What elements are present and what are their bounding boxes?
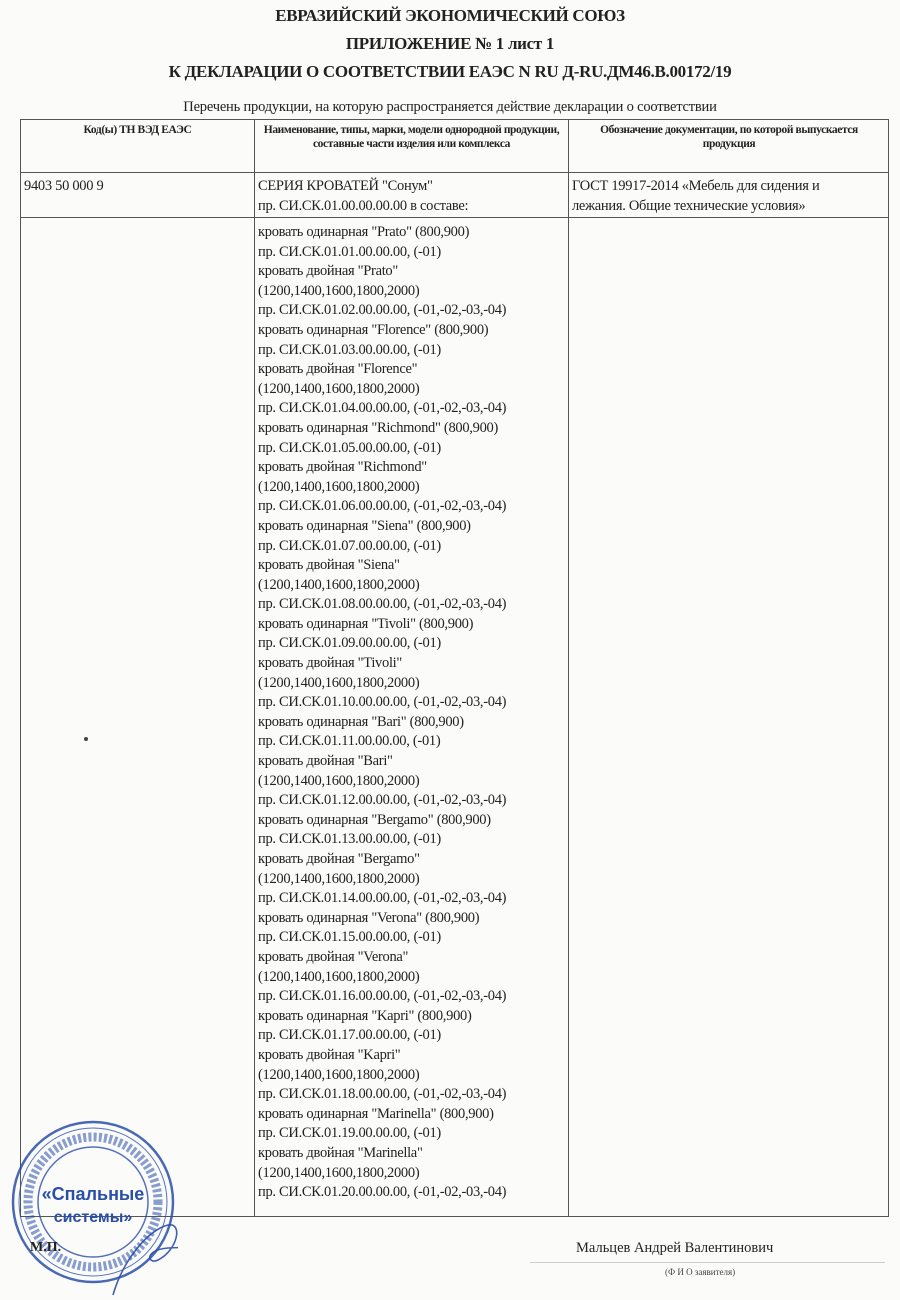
appendix-title: ПРИЛОЖЕНИЕ № 1 лист 1 bbox=[345, 34, 555, 53]
product-item-line: пр. СИ.СК.01.18.00.00.00, (-01,-02,-03,-04) bbox=[258, 1086, 507, 1103]
signature-line bbox=[530, 1262, 885, 1263]
signatory-caption: (Ф И О заявителя) bbox=[665, 1267, 736, 1277]
stamp-center-text: системы» bbox=[53, 1209, 133, 1226]
product-item-line: кровать двойная "Bari" bbox=[258, 753, 393, 770]
product-item-line: кровать двойная "Verona" bbox=[258, 948, 409, 965]
product-item-line: (1200,1400,1600,1800,2000) bbox=[258, 478, 420, 495]
product-item-line: кровать одинарная "Kapri" (800,900) bbox=[258, 1007, 472, 1024]
product-item-line: пр. СИ.СК.01.01.00.00.00, (-01) bbox=[258, 243, 441, 260]
product-item-line: пр. СИ.СК.01.07.00.00.00, (-01) bbox=[258, 537, 441, 554]
column-header-documentation: Обозначение документации, по которой выпускается продукция bbox=[600, 124, 858, 150]
product-item-line: пр. СИ.СК.01.02.00.00.00, (-01,-02,-03,-04) bbox=[258, 302, 507, 319]
product-item-line: кровать двойная "Tivoli" bbox=[258, 655, 403, 672]
product-list-subtitle: Перечень продукции, на которую распространяется действие декларации о соответствии bbox=[183, 99, 717, 115]
product-item-line: пр. СИ.СК.01.13.00.00.00, (-01) bbox=[258, 831, 441, 848]
hs-code: 9403 50 000 9 bbox=[24, 178, 104, 194]
row-divider bbox=[21, 217, 888, 218]
product-item-line: пр. СИ.СК.01.12.00.00.00, (-01,-02,-03,-04) bbox=[258, 792, 507, 809]
row-divider bbox=[21, 172, 888, 173]
product-item-line: кровать одинарная "Florence" (800,900) bbox=[258, 321, 489, 338]
product-item-line: кровать одинарная "Richmond" (800,900) bbox=[258, 419, 498, 436]
signatory-name: Мальцев Андрей Валентинович bbox=[576, 1240, 774, 1256]
product-item-line: пр. СИ.СК.01.20.00.00.00, (-01,-02,-03,-04) bbox=[258, 1184, 507, 1201]
product-item-line: пр. СИ.СК.01.19.00.00.00, (-01) bbox=[258, 1125, 441, 1142]
product-item-line: (1200,1400,1600,1800,2000) bbox=[258, 282, 420, 299]
series-title: СЕРИЯ КРОВАТЕЙ "Сонум" bbox=[258, 178, 433, 194]
product-item-line: пр. СИ.СК.01.06.00.00.00, (-01,-02,-03,-04) bbox=[258, 498, 507, 515]
product-item-line: пр. СИ.СК.01.16.00.00.00, (-01,-02,-03,-04) bbox=[258, 988, 507, 1005]
seal-place-label: М.П. bbox=[30, 1240, 62, 1255]
product-item-line: кровать одинарная "Verona" (800,900) bbox=[258, 909, 480, 926]
product-item-line: кровать двойная "Prato" bbox=[258, 263, 399, 280]
product-item-line: кровать двойная "Richmond" bbox=[258, 459, 427, 476]
column-header-code: Код(ы) ТН ВЭД ЕАЭС bbox=[83, 124, 192, 136]
product-item-line: пр. СИ.СК.01.08.00.00.00, (-01,-02,-03,-04) bbox=[258, 596, 507, 613]
product-item-line: кровать одинарная "Marinella" (800,900) bbox=[258, 1105, 494, 1122]
product-item-line: пр. СИ.СК.01.09.00.00.00, (-01) bbox=[258, 635, 441, 652]
product-items-list bbox=[258, 223, 506, 1203]
product-item-line: кровать одинарная "Bari" (800,900) bbox=[258, 713, 464, 730]
product-item-line: пр. СИ.СК.01.11.00.00.00, (-01) bbox=[258, 733, 441, 750]
scan-speck bbox=[84, 737, 88, 741]
company-stamp bbox=[8, 1110, 178, 1300]
product-item-line: (1200,1400,1600,1800,2000) bbox=[258, 968, 420, 985]
declaration-title: К ДЕКЛАРАЦИИ О СООТВЕТСТВИИ ЕАЭС N RU Д-RU.ДМ46.В.00172/19 bbox=[168, 62, 732, 81]
product-item-line: пр. СИ.СК.01.17.00.00.00, (-01) bbox=[258, 1027, 441, 1044]
product-item-line: пр. СИ.СК.01.10.00.00.00, (-01,-02,-03,-04) bbox=[258, 694, 507, 711]
product-item-line: пр. СИ.СК.01.05.00.00.00, (-01) bbox=[258, 439, 441, 456]
product-item-line: кровать одинарная "Tivoli" (800,900) bbox=[258, 615, 474, 632]
product-item-line: кровать одинарная "Bergamo" (800,900) bbox=[258, 811, 491, 828]
product-item-line: (1200,1400,1600,1800,2000) bbox=[258, 674, 420, 691]
product-item-line: кровать одинарная "Prato" (800,900) bbox=[258, 224, 470, 240]
series-code: пр. СИ.СК.01.00.00.00.00 в составе: bbox=[258, 197, 469, 214]
stamp-center-text: «Спальные bbox=[41, 1184, 145, 1204]
product-item-line: (1200,1400,1600,1800,2000) bbox=[258, 576, 420, 593]
product-item-line: кровать двойная "Bergamo" bbox=[258, 851, 420, 867]
product-item-line: (1200,1400,1600,1800,2000) bbox=[258, 380, 420, 397]
product-item-line: (1200,1400,1600,1800,2000) bbox=[258, 1164, 420, 1181]
product-item-line: кровать двойная "Siena" bbox=[258, 557, 400, 574]
product-item-line: кровать двойная "Kapri" bbox=[258, 1046, 401, 1063]
product-table bbox=[20, 119, 889, 1217]
standard-line: ГОСТ 19917-2014 «Мебель для сидения и bbox=[572, 178, 820, 194]
standard-line: лежания. Общие технические условия» bbox=[572, 197, 806, 214]
product-item-line: кровать двойная "Marinella" bbox=[258, 1144, 423, 1161]
column-header-name: Наименование, типы, марки, модели однородной продукции, составные части изделия или комплекса bbox=[263, 124, 560, 150]
standard-document bbox=[572, 177, 819, 216]
column-divider bbox=[568, 120, 569, 1216]
product-item-line: кровать двойная "Florence" bbox=[258, 361, 418, 378]
product-item-line: кровать одинарная "Siena" (800,900) bbox=[258, 517, 471, 534]
product-item-line: (1200,1400,1600,1800,2000) bbox=[258, 772, 420, 789]
product-item-line: пр. СИ.СК.01.14.00.00.00, (-01,-02,-03,-04) bbox=[258, 890, 507, 907]
union-title: ЕВРАЗИЙСКИЙ ЭКОНОМИЧЕСКИЙ СОЮЗ bbox=[275, 6, 625, 25]
product-item-line: пр. СИ.СК.01.15.00.00.00, (-01) bbox=[258, 929, 441, 946]
product-item-line: пр. СИ.СК.01.04.00.00.00, (-01,-02,-03,-04) bbox=[258, 400, 507, 417]
column-divider bbox=[254, 120, 255, 1216]
product-item-line: (1200,1400,1600,1800,2000) bbox=[258, 870, 420, 887]
series-name bbox=[258, 177, 468, 216]
product-item-line: (1200,1400,1600,1800,2000) bbox=[258, 1066, 420, 1083]
product-item-line: пр. СИ.СК.01.03.00.00.00, (-01) bbox=[258, 341, 441, 358]
